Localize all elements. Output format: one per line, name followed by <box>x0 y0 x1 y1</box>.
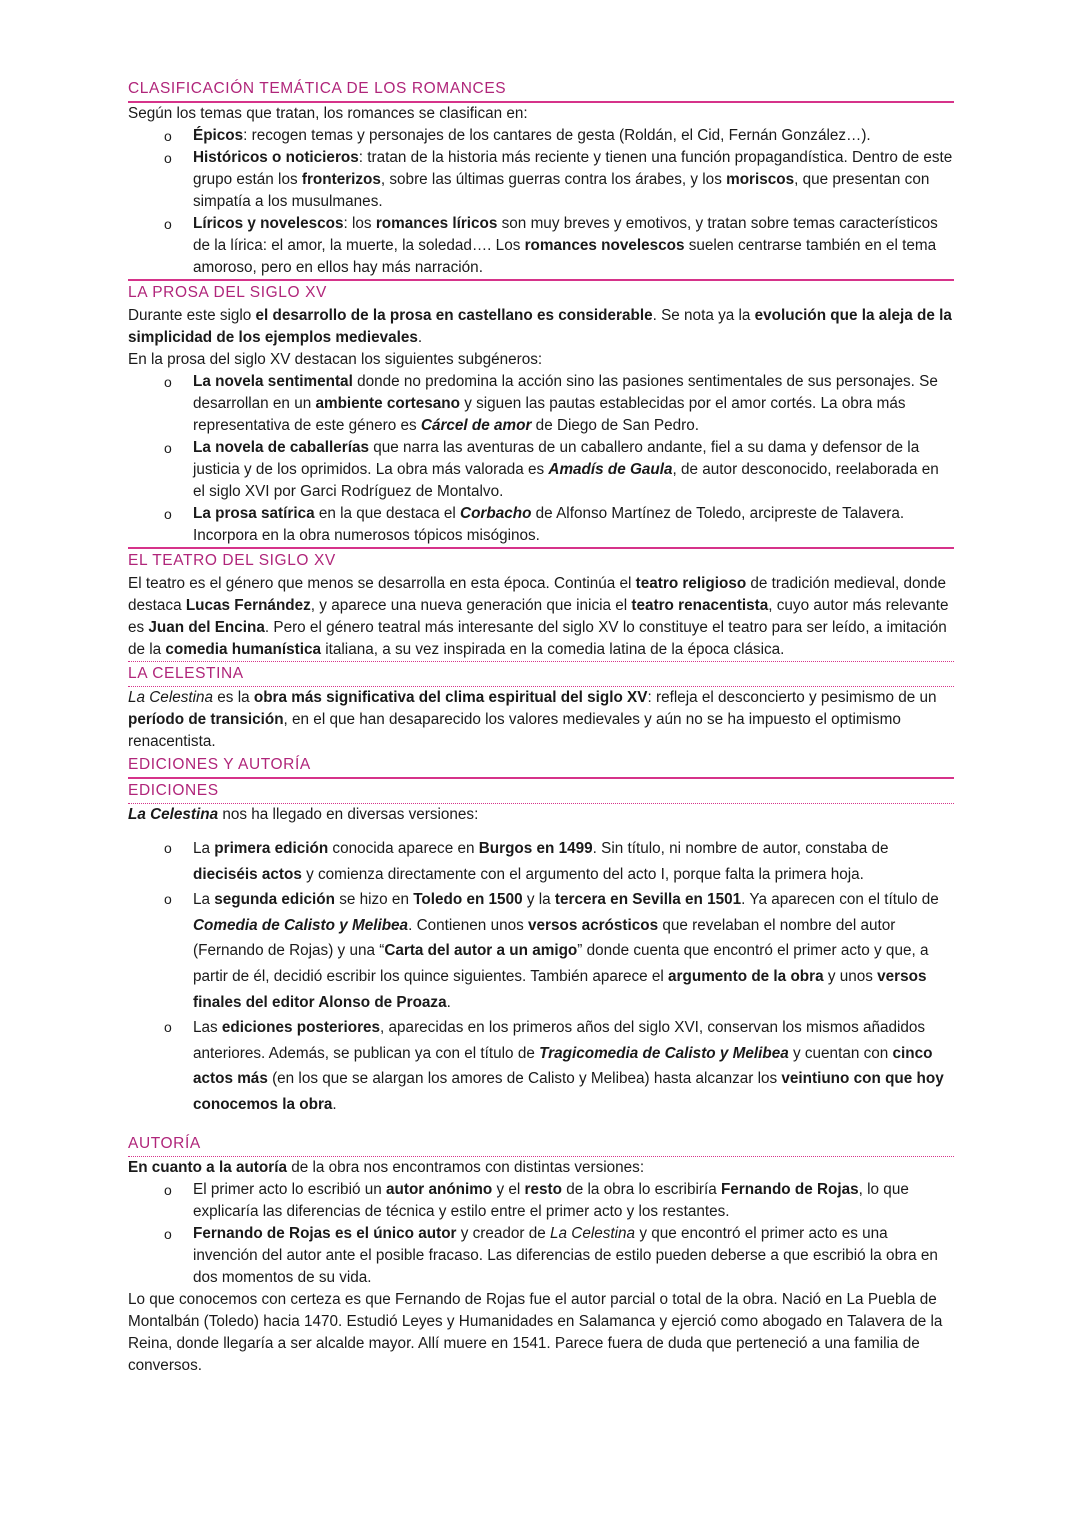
teatro-paragraph: El teatro es el género que menos se desarrolla en esta época. Continúa el teatro religioso de tradición medieval, donde destaca Lucas Fernández, y aparece una nueva generación que inicia el teatro renacentista, cuyo autor más relevante es Juan del Encina. Pero el género teatral más interesante del siglo XV lo constituye el teatro para ser leído, a imitación de la comedia humanística italiana, a su vez inspirada en la comedia latina de la época clásica. <box>128 573 954 662</box>
autoria-intro: En cuanto a la autoría de la obra nos encontramos con distintas versiones: <box>128 1158 645 1176</box>
celestina-paragraph: La Celestina es la obra más significativa del clima espiritual del siglo XV: refleja el desconcierto y pesimismo de un período de transición, en el que han desaparecido los valores medievales y aún no se ha impuesto el optimismo renacentista. <box>128 689 937 750</box>
section-heading-celestina: LA CELESTINA <box>128 662 954 687</box>
prosa-intro: En la prosa del siglo XV destacan los siguientes subgéneros: <box>128 351 543 368</box>
autoria-closing-paragraph: Lo que conocemos con certeza es que Fernando de Rojas fue el autor parcial o total de la obra. Nació en La Puebla de Montalbán (Toledo) hacia 1470. Estudió Leyes y Humanidades en Salamanca y ejerció como abogado en Talavera de la Reina, donde llegaría a ser alcalde mayor. Allí muere en 1541. Parece fuera de duda que perteneció a una familia de conversos. <box>128 1290 943 1374</box>
section-heading-autoria: AUTORÍA <box>128 1132 954 1157</box>
list-item: o Épicos: recogen temas y personajes de los cantares de gesta (Roldán, el Cid, Fernán González…). <box>128 125 954 147</box>
section-heading-ediciones-autoria: EDICIONES Y AUTORÍA <box>128 756 311 773</box>
romances-intro: Según los temas que tratan, los romances se clasifican en: <box>128 105 528 122</box>
prosa-paragraph: Durante este siglo el desarrollo de la prosa en castellano es considerable. Se nota ya la evolución que la aleja de la simplicidad de los ejemplos medievales. <box>128 307 952 346</box>
prosa-list <box>128 371 954 547</box>
autoria-list <box>128 1179 954 1289</box>
list-item: o Históricos o noticieros: tratan de la historia más reciente y tienen una función propagandística. Dentro de este grupo están los fronterizos, sobre las últimas guerras contra los árabes, y los moriscos, que presentan con simpatía a los musulmanes. <box>128 147 954 213</box>
list-item: o El primer acto lo escribió un autor anónimo y el resto de la obra lo escribiría Fernando de Rojas, lo que explicaría las diferencias de técnica y estilo entre el primer acto y los restantes. <box>128 1179 954 1223</box>
list-item: o La primera edición conocida aparece en Burgos en 1499. Sin título, ni nombre de autor, constaba de dieciséis actos y comienza directamente con el argumento del acto I, porque falta la primera hoja. <box>128 836 954 887</box>
list-item: o La segunda edición se hizo en Toledo en 1500 y la tercera en Sevilla en 1501. Ya aparecen con el título de Comedia de Calisto y Melibea. Contienen unos versos acrósticos que revelaban el nombre del autor (Fernando de Rojas) y una “Carta del autor a un amigo” donde cuenta que encontró el primer acto y que, a partir de él, decidió escribir los quince siguientes. También aparece el argumento de la obra y unos versos finales del editor Alonso de Proaza. <box>128 887 954 1015</box>
list-item: o Las ediciones posteriores, aparecidas en los primeros años del siglo XVI, conservan los mismos añadidos anteriores. Además, se publican ya con el título de Tragicomedia de Calisto y Melibea y cuentan con cinco actos más (en los que se alargan los amores de Calisto y Melibea) hasta alcanzar los veintiuno con que hoy conocemos la obra. <box>128 1015 954 1117</box>
ediciones-intro: La Celestina nos ha llegado en diversas versiones: <box>128 803 954 826</box>
section-heading-teatro: EL TEATRO DEL SIGLO XV <box>128 547 954 573</box>
list-item: o Fernando de Rojas es el único autor y creador de La Celestina y que encontró el primer acto es una invención del autor ante el posible fracaso. Las diferencias de estilo pueden deberse a que escribió la obra en dos momentos de su vida. <box>128 1223 954 1289</box>
ediciones-list <box>128 836 954 1118</box>
list-item: o Líricos y novelescos: los romances líricos son muy breves y emotivos, y tratan sobre temas característicos de la lírica: el amor, la muerte, la soledad…. Los romances novelescos suelen centrarse también en el tema amoroso, pero en ellos hay más narración. <box>128 213 954 279</box>
list-item: o La novela sentimental donde no predomina la acción sino las pasiones sentimentales de sus personajes. Se desarrollan en un ambiente cortesano y siguen las pautas establecidas por el amor cortés. La obra más representativa de este género es Cárcel de amor de Diego de San Pedro. <box>128 371 954 437</box>
list-item: o La novela de caballerías que narra las aventuras de un caballero andante, fiel a su dama y defensor de la justicia y de los oprimidos. La obra más valorada es Amadís de Gaula, de autor desconocido, reelaborada en el siglo XVI por Garci Rodríguez de Montalvo. <box>128 437 954 503</box>
document-page <box>128 77 954 1377</box>
romances-list <box>128 125 954 279</box>
list-item: o La prosa satírica en la que destaca el Corbacho de Alfonso Martínez de Toledo, arcipreste de Talavera. Incorpora en la obra numerosos tópicos misóginos. <box>128 503 954 547</box>
section-heading-romances: CLASIFICACIÓN TEMÁTICA DE LOS ROMANCES <box>128 77 954 103</box>
section-heading-prosa: LA PROSA DEL SIGLO XV <box>128 279 954 305</box>
section-heading-ediciones: EDICIONES <box>128 777 954 803</box>
